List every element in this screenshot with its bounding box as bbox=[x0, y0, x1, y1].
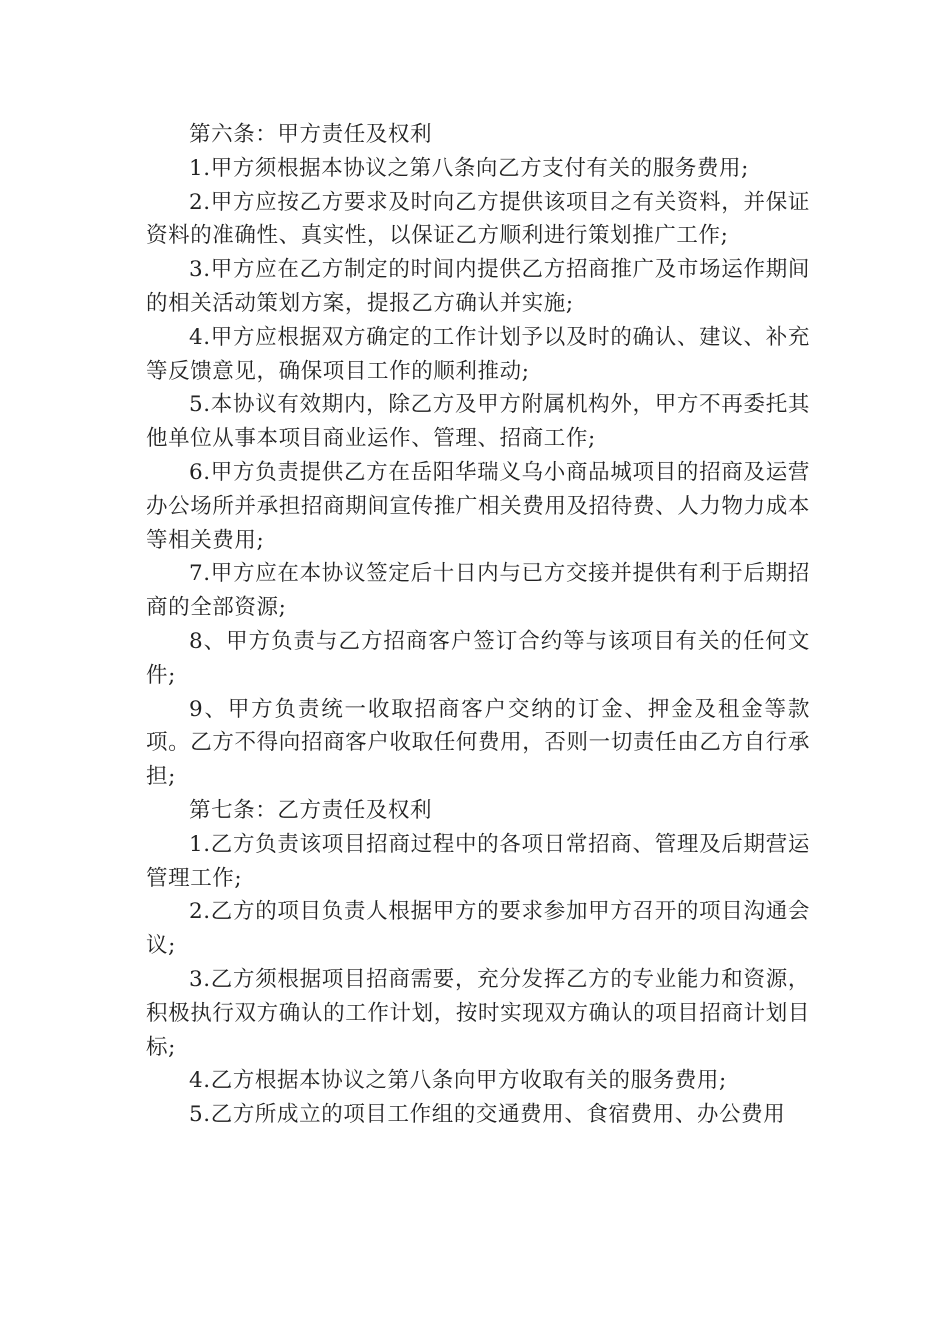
article-6-heading: 第六条：甲方责任及权利 bbox=[189, 122, 433, 147]
document-body bbox=[146, 118, 810, 1132]
article-6-item-8: 8、甲方负责与乙方招商客户签订合约等与该项目有关的任何文件; bbox=[146, 628, 810, 688]
article-6-item-3: 3.甲方应在乙方制定的时间内提供乙方招商推广及市场运作期间的相关活动策划方案，提报乙方确认并实施; bbox=[146, 257, 810, 316]
article-7-item-4: 4.乙方根据本协议之第八条向甲方收取有关的服务费用; bbox=[189, 1068, 727, 1094]
article-7-item-1: 1.乙方负责该项目招商过程中的各项日常招商、管理及后期营运管理工作; bbox=[146, 831, 810, 891]
article-7-item-5: 5.乙方所成立的项目工作组的交通费用、食宿费用、办公费用 bbox=[189, 1102, 786, 1128]
article-6-item-1: 1.甲方须根据本协议之第八条向乙方支付有关的服务费用; bbox=[189, 155, 749, 181]
article-6-item-9: 9、甲方负责统一收取招商客户交纳的订金、押金及租金等款项。乙方不得向招商客户收取任何费用，否则一切责任由乙方自行承担; bbox=[146, 696, 810, 790]
article-6-item-7: 7.甲方应在本协议签定后十日内与已方交接并提供有利于后期招商的全部资源; bbox=[146, 561, 810, 621]
article-7-heading: 第七条：乙方责任及权利 bbox=[189, 797, 433, 823]
article-7-item-2: 2.乙方的项目负责人根据甲方的要求参加甲方召开的项目沟通会议; bbox=[146, 899, 810, 959]
article-6-item-6: 6.甲方负责提供乙方在岳阳华瑞义乌小商品城项目的招商及运营办公场所并承担招商期间宣传推广相关费用及招待费、人力物力成本等相关费用; bbox=[146, 459, 810, 553]
article-7-item-3: 3.乙方须根据项目招商需要，充分发挥乙方的专业能力和资源，积极执行双方确认的工作计划，按时实现双方确认的项目招商计划目标; bbox=[146, 966, 810, 1060]
article-6-item-5: 5.本协议有效期内，除乙方及甲方附属机构外，甲方不再委托其他单位从事本项目商业运作、管理、招商工作; bbox=[146, 392, 810, 452]
article-6-item-4: 4.甲方应根据双方确定的工作计划予以及时的确认、建议、补充等反馈意见，确保项目工作的顺利推动; bbox=[146, 324, 810, 384]
article-6-item-2: 2.甲方应按乙方要求及时向乙方提供该项目之有关资料，并保证资料的准确性、真实性，以保证乙方顺利进行策划推广工作; bbox=[146, 189, 810, 249]
